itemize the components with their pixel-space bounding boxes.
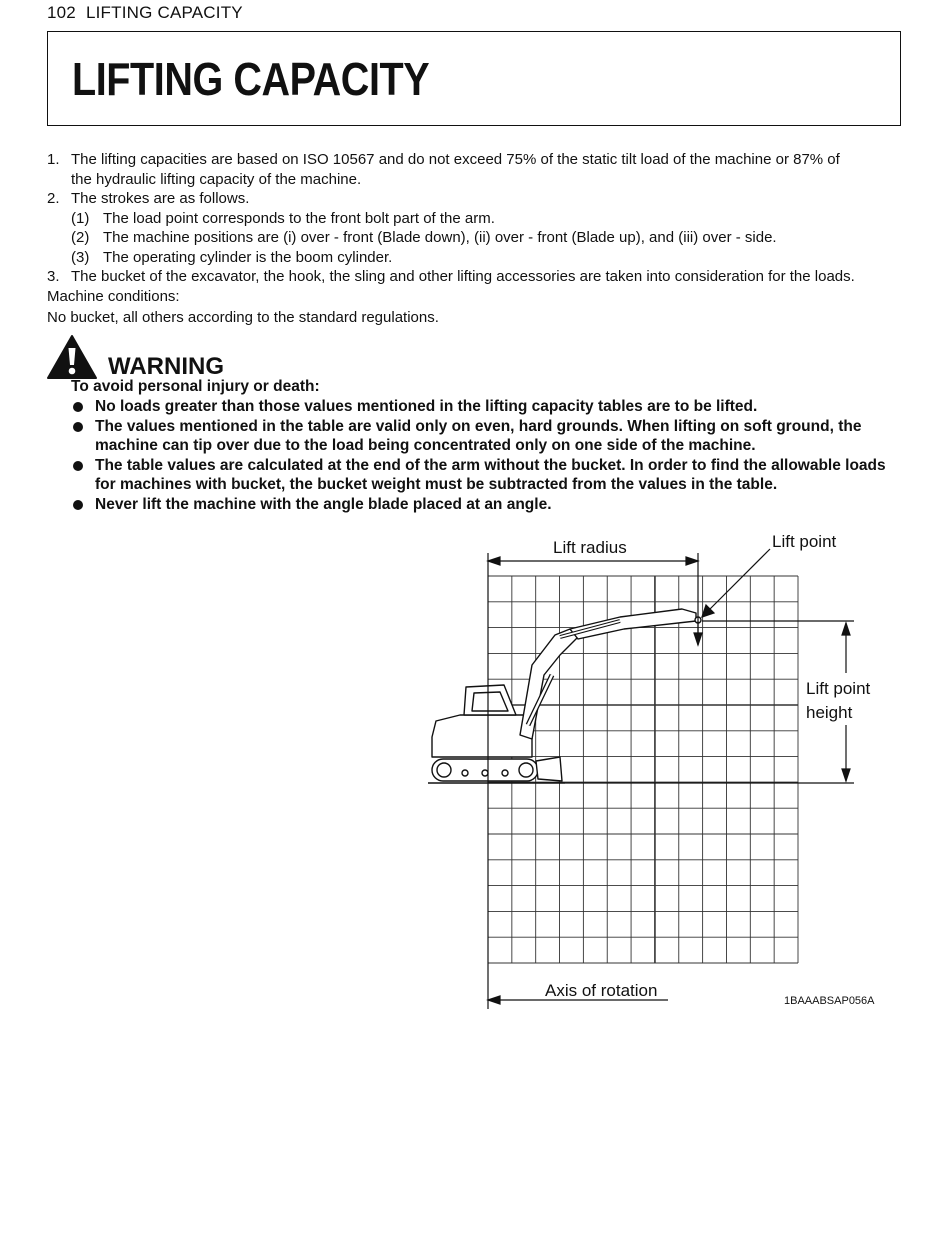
figure-code: 1BAAABSAP056A	[784, 995, 875, 1007]
lift-point-label: Lift point	[772, 532, 837, 551]
warning-triangle-icon	[46, 334, 98, 380]
stroke-text: The machine positions are (i) over - front (Blade down), (ii) over - front (Blade up), and (iii) over - side.	[103, 229, 777, 246]
bullet-icon	[73, 500, 83, 510]
page-number: 102	[47, 3, 76, 22]
warning-item-text: The table values are calculated at the end of the arm without the bucket. In order to find the allowable loads for machines with bucket, the bucket weight must be subtracted from the values in the table.	[95, 456, 886, 493]
note-item-3	[47, 267, 903, 287]
lift-point-leader	[702, 549, 770, 617]
stroke-item-1	[47, 209, 903, 229]
bullet-icon	[73, 422, 83, 432]
machine-conditions-text: No bucket, all others according to the standard regulations.	[47, 309, 439, 326]
running-section-title: LIFTING CAPACITY	[85, 3, 243, 22]
title-box	[47, 31, 901, 126]
stroke-number: (3)	[71, 248, 90, 266]
warning-item	[71, 397, 903, 417]
machine-conditions-label: Machine conditions:	[47, 287, 180, 305]
warning-item	[71, 417, 903, 456]
lift-radius-label: Lift radius	[553, 538, 627, 557]
warning-item-text: The values mentioned in the table are valid only on even, hard grounds. When lifting on soft ground, the machine can tip over due to the load being concentrated only on one side of the machine.	[95, 417, 862, 454]
stroke-item-3	[47, 248, 903, 268]
lift-diagram	[420, 525, 900, 1020]
lift-point-height-label-line1: Lift point	[806, 679, 871, 698]
page-title: LIFTING CAPACITY	[72, 53, 430, 105]
stroke-number: (2)	[71, 229, 90, 246]
note-number: 1.	[47, 151, 60, 168]
note-text: The lifting capacities are based on ISO 10567 and do not exceed 75% of the static tilt load of the machine or 87% of	[71, 151, 840, 168]
note-text: The bucket of the excavator, the hook, the sling and other lifting accessories are taken into consideration for the loads.	[71, 268, 855, 285]
running-header	[47, 3, 243, 23]
note-text: The strokes are as follows.	[71, 190, 250, 207]
note-item-1-continuation	[47, 170, 903, 190]
stroke-number: (1)	[71, 209, 90, 227]
warning-title: WARNING	[108, 353, 224, 380]
note-number: 3.	[47, 268, 60, 285]
note-text: the hydraulic lifting capacity of the machine.	[71, 170, 362, 188]
note-item-2	[47, 189, 903, 209]
warning-item-text: No loads greater than those values mentioned in the lifting capacity tables are to be lifted.	[95, 398, 758, 415]
bullet-icon	[73, 461, 83, 471]
warning-item	[71, 495, 903, 515]
lift-point-height-dimension	[565, 621, 854, 783]
bullet-icon	[73, 402, 83, 412]
stroke-text: The operating cylinder is the boom cylinder.	[103, 248, 393, 266]
warning-item	[71, 456, 903, 495]
warning-item-text: Never lift the machine with the angle blade placed at an angle.	[95, 495, 552, 513]
warning-intro: To avoid personal injury or death:	[71, 378, 320, 395]
notes-section	[47, 150, 903, 328]
warning-list	[71, 397, 903, 514]
lift-point-height-label-line2: height	[806, 703, 853, 722]
stroke-item-2	[47, 228, 903, 248]
axis-of-rotation-label: Axis of rotation	[545, 981, 658, 1000]
note-item-1	[47, 150, 903, 170]
stroke-text: The load point corresponds to the front bolt part of the arm.	[103, 209, 495, 227]
note-number: 2.	[47, 190, 60, 207]
lift-diagram-svg	[420, 525, 900, 1015]
